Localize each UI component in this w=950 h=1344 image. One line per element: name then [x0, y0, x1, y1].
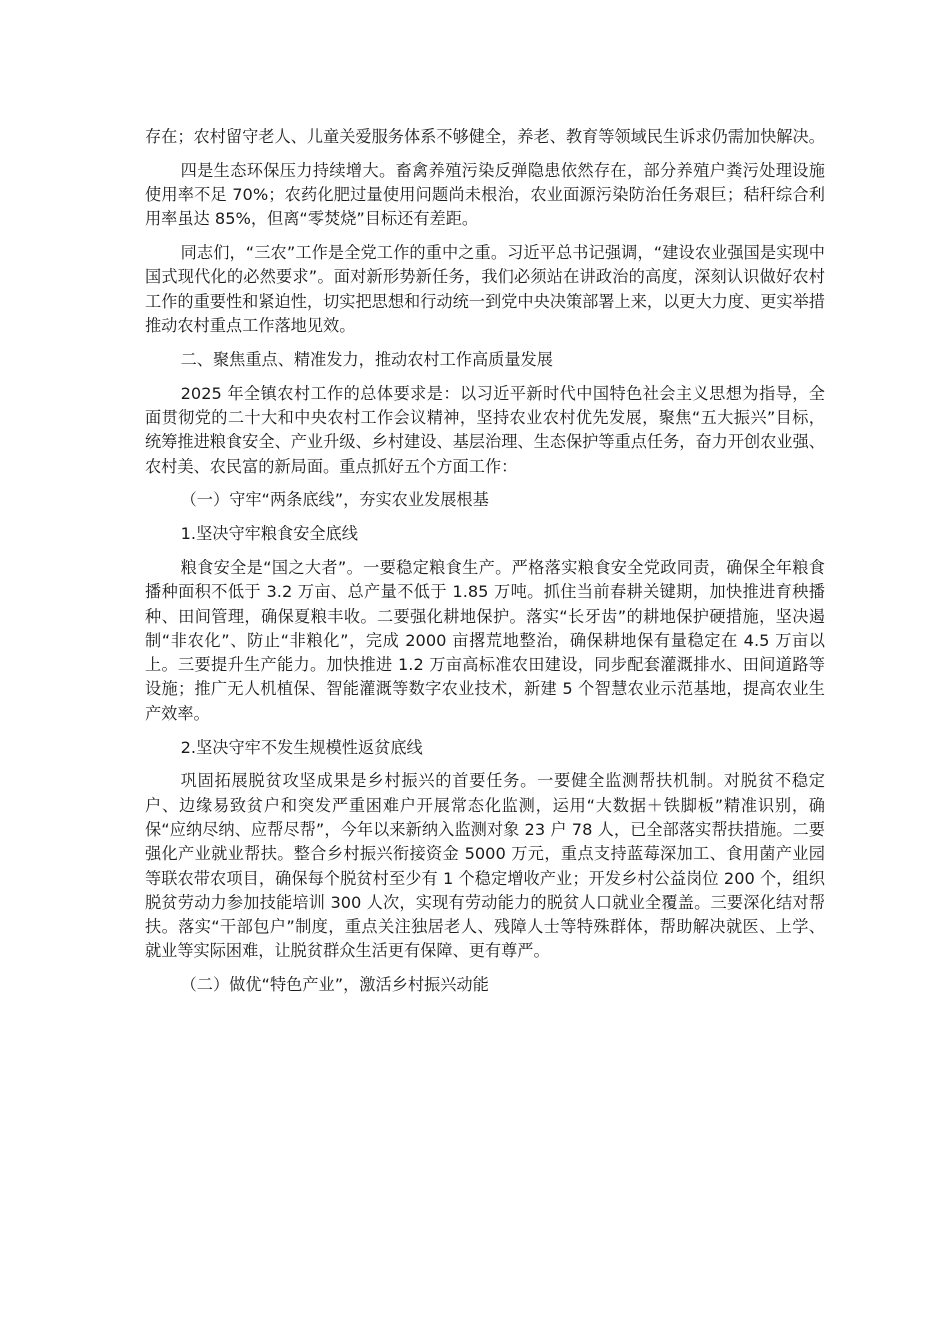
body-paragraph: 存在；农村留守老人、儿童关爱服务体系不够健全，养老、教育等领域民生诉求仍需加快解决。 [145, 127, 825, 146]
body-paragraph: 2025 年全镇农村工作的总体要求是：以习近平新时代中国特色社会主义思想为指导，全面贯彻党的二十大和中央农村工作会议精神，坚持农业农村优先发展，聚焦“五大振兴”目标，统筹推进粮食安全、产业升级、乡村建设、基层治理、生态保护等重点任务，奋力开创农业强、农村美、农民富的新局面。重点抓好五个方面工作： [145, 383, 825, 476]
body-paragraph: 巩固拓展脱贫攻坚成果是乡村振兴的首要任务。一要健全监测帮扶机制。对脱贫不稳定户、边缘易致贫户和突发严重困难户开展常态化监测，运用“大数据＋铁脚板”精准识别，确保“应纳尽纳、应帮尽帮”，今年以来新纳入监测对象 23 户 78 人，已全部落实帮扶措施。二要强化产业就业帮扶。整合乡村振兴衔接资金 5000 万元，重点支持蓝莓深加工、食用菌产业园等联农带农项目，确保每个脱贫村至少有 1 个稳定增收产业；开发乡村公益岗位 200 个，组织脱贫劳动力参加技能培训 300 人次，实现有劳动能力的脱贫人口就业全覆盖。三要深化结对帮扶。落实“干部包户”制度，重点关注独居老人、残障人士等特殊群体，帮助解决就医、上学、就业等实际困难，让脱贫群众生活更有保障、更有尊严。 [145, 771, 825, 961]
document-body [145, 125, 825, 1007]
item-heading: 1.坚决守牢粮食安全底线 [180, 524, 358, 544]
subsection-heading: （二）做优“特色产业”，激活乡村振兴动能 [180, 975, 489, 995]
section-heading: 二、聚焦重点、精准发力，推动农村工作高质量发展 [180, 349, 553, 369]
subsection-heading: （一）守牢“两条底线”，夯实农业发展根基 [180, 490, 489, 510]
body-paragraph: 同志们，“三农”工作是全党工作的重中之重。习近平总书记强调，“建设农业强国是实现中国式现代化的必然要求”。面对新形势新任务，我们必须站在讲政治的高度，深刻认识做好农村工作的重要性和紧迫性，切实把思想和行动统一到党中央决策部署上来，以更大力度、更实举措推动农村重点工作落地见效。 [145, 243, 825, 336]
body-paragraph: 粮食安全是“国之大者”。一要稳定粮食生产。严格落实粮食安全党政同责，确保全年粮食播种面积不低于 3.2 万亩、总产量不低于 1.85 万吨。抓住当前春耕关键期，加快推进育秧播种、田间管理，确保夏粮丰收。二要强化耕地保护。落实“长牙齿”的耕地保护硬措施，坚决遏制“非农化”、防止“非粮化”，完成 2000 亩撂荒地整治，确保耕地保有量稳定在 4.5 万亩以上。三要提升生产能力。加快推进 1.2 万亩高标准农田建设，同步配套灌溉排水、田间道路等设施；推广无人机植保、智能灌溉等数字农业技术，新建 5 个智慧农业示范基地，提高农业生产效率。 [145, 557, 825, 723]
body-paragraph: 四是生态环保压力持续增大。畜禽养殖污染反弹隐患依然存在，部分养殖户粪污处理设施使用率不足 70%；农药化肥过量使用问题尚未根治，农业面源污染防治任务艰巨；秸秆综合利用率虽达 85%，但离“零焚烧”目标还有差距。 [145, 160, 825, 229]
item-heading: 2.坚决守牢不发生规模性返贫底线 [180, 737, 423, 757]
